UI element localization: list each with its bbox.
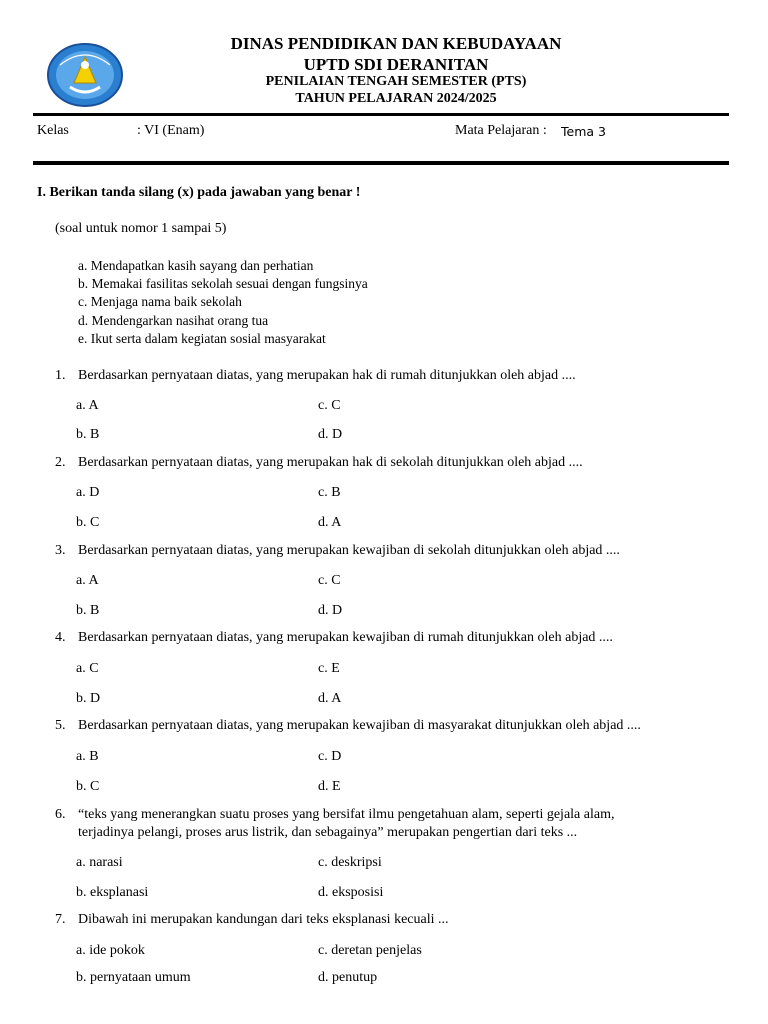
question-text: Berdasarkan pernyataan diatas, yang merupakan kewajiban di sekolah ditunjukkan oleh abjad .... [78,543,620,558]
question-text: Berdasarkan pernyataan diatas, yang merupakan hak di rumah ditunjukkan oleh abjad .... [78,368,576,383]
option-d: d. A [318,515,342,530]
option-d: d. E [318,779,341,794]
class-label: Kelas [37,123,69,138]
question-text: Dibawah ini merupakan kandungan dari teks eksplanasi kecuali ... [78,912,449,927]
option-a: a. narasi [76,855,123,870]
option-d: d. D [318,603,343,618]
header-divider-top [33,113,729,116]
option-c: c. C [318,398,341,413]
question-text: Berdasarkan pernyataan diatas, yang merupakan hak di sekolah ditunjukkan oleh abjad .... [78,455,583,470]
subject-value: Tema 3 [561,124,606,139]
option-a: a. B [76,749,99,764]
question-text: Berdasarkan pernyataan diatas, yang merupakan kewajiban di masyarakat ditunjukkan oleh abjad .... [78,718,641,733]
statement-item: c. Menjaga nama baik sekolah [78,294,242,309]
option-c: c. deskripsi [318,855,382,870]
option-d: d. penutup [318,970,378,985]
statement-item: e. Ikut serta dalam kegiatan sosial masyarakat [78,331,326,346]
option-c: c. deretan penjelas [318,943,422,958]
option-d: d. eksposisi [318,885,384,900]
class-value: : VI (Enam) [137,123,205,138]
option-b: b. pernyataan umum [76,970,191,985]
agency-title: DINAS PENDIDIKAN DAN KEBUDAYAAN [230,34,562,53]
option-a: a. C [76,661,99,676]
option-b: b. B [76,603,100,618]
academic-year: TAHUN PELAJARAN 2024/2025 [295,91,497,106]
question-text: “teks yang menerangkan suatu proses yang bersifat ilmu pengetahuan alam, seperti gejala alam, [78,807,615,822]
question-number: 7. [55,912,66,927]
question-number: 5. [55,718,66,733]
option-a: a. ide pokok [76,943,145,958]
option-c: c. D [318,749,342,764]
option-b: b. eksplanasi [76,885,149,900]
question-number: 1. [55,368,66,383]
option-a: a. A [76,398,99,413]
option-d: d. D [318,427,343,442]
option-b: b. C [76,515,100,530]
option-a: a. A [76,573,99,588]
question-number: 6. [55,807,66,822]
option-c: c. B [318,485,341,500]
section-note: (soal untuk nomor 1 sampai 5) [55,221,227,236]
section-instruction: I. Berikan tanda silang (x) pada jawaban yang benar ! [37,185,361,200]
option-d: d. A [318,691,342,706]
statement-item: a. Mendapatkan kasih sayang dan perhatian [78,258,314,273]
subject-label: Mata Pelajaran : [455,123,547,138]
question-number: 4. [55,630,66,645]
option-a: a. D [76,485,100,500]
question-number: 2. [55,455,66,470]
school-name: UPTD SDI DERANITAN [303,55,489,74]
statement-item: b. Memakai fasilitas sekolah sesuai dengan fungsinya [78,276,368,291]
question-number: 3. [55,543,66,558]
option-b: b. B [76,427,100,442]
header-divider-bottom [33,161,729,165]
question-text-continued: terjadinya pelangi, proses arus listrik, dan sebagainya” merupakan pengertian dari teks ... [78,825,578,840]
option-b: b. C [76,779,100,794]
statement-item: d. Mendengarkan nasihat orang tua [78,313,269,328]
exam-title: PENILAIAN TENGAH SEMESTER (PTS) [265,74,527,89]
option-c: c. C [318,573,341,588]
option-c: c. E [318,661,340,676]
option-b: b. D [76,691,101,706]
question-text: Berdasarkan pernyataan diatas, yang merupakan kewajiban di rumah ditunjukkan oleh abjad .... [78,630,613,645]
